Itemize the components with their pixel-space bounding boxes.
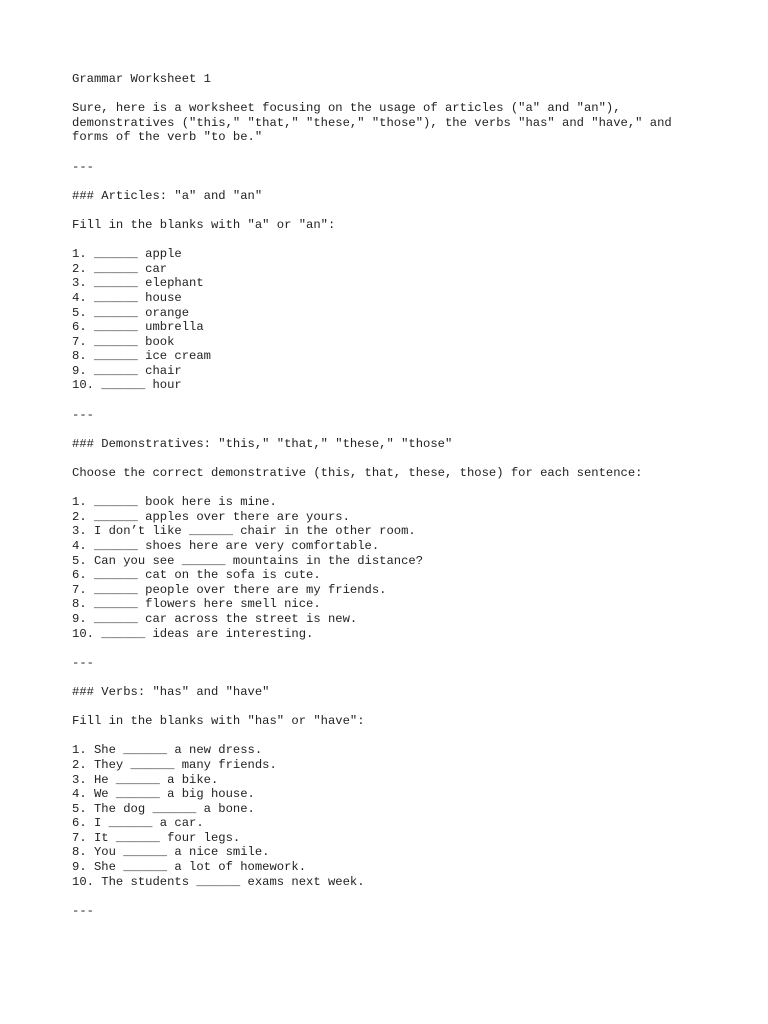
list-item: 8. ______ flowers here smell nice. [72,597,321,612]
exercise-list [72,247,712,393]
list-item: 9. ______ chair [72,363,182,378]
list-item: 3. He ______ a bike. [72,772,219,787]
list-item: 1. She ______ a new dress. [72,743,263,758]
spacer [72,670,712,685]
list-item: 3. I don’t like ______ chair in the other room. [72,524,416,539]
exercise-list [72,495,712,641]
list-item: 9. ______ car across the street is new. [72,611,358,626]
separator: --- [72,159,94,174]
list-item: 1. ______ book here is mine. [72,495,277,510]
list-item: 2. ______ car [72,261,168,276]
list-item: 1. ______ apple [72,247,182,262]
spacer [72,393,712,408]
list-item: 6. I ______ a car. [72,816,204,831]
spacer [72,481,712,496]
section-heading: ### Demonstratives: "this," "that," "these," "those" [72,436,453,451]
section-instruction: Fill in the blanks with "a" or "an": [72,217,336,232]
list-item: 5. Can you see ______ mountains in the distance? [72,553,424,568]
list-item: 4. ______ house [72,290,182,305]
spacer [72,422,712,437]
section-heading: ### Verbs: "has" and "have" [72,684,270,699]
list-item: 10. The students ______ exams next week. [72,874,365,889]
section-instruction: Fill in the blanks with "has" or "have": [72,714,365,729]
list-item: 7. ______ people over there are my friends. [72,582,387,597]
spacer [72,233,712,248]
list-item: 5. ______ orange [72,305,190,320]
section-demonstratives [72,437,712,641]
spacer [72,700,712,715]
spacer [72,174,712,189]
spacer [72,451,712,466]
spacer [72,87,712,102]
list-item: 8. ______ ice cream [72,349,211,364]
worksheet-page [72,72,712,918]
list-item: 2. They ______ many friends. [72,757,277,772]
list-item: 7. ______ book [72,334,175,349]
section-articles [72,189,712,393]
spacer [72,203,712,218]
list-item: 9. She ______ a lot of homework. [72,860,307,875]
list-item: 5. The dog ______ a bone. [72,801,255,816]
list-item: 6. ______ umbrella [72,320,204,335]
list-item: 8. You ______ a nice smile. [72,845,270,860]
separator: --- [72,655,94,670]
section-heading: ### Articles: "a" and "an" [72,188,263,203]
separator: --- [72,903,94,918]
list-item: 3. ______ elephant [72,276,204,291]
intro-paragraph: Sure, here is a worksheet focusing on the usage of articles ("a" and "an"), demonstratives ("this," "that," "these," "those"), the verbs "has" and "have," and forms of the verb "to be." [72,101,680,145]
section-verbs-has-have [72,685,712,889]
document-title: Grammar Worksheet 1 [72,72,211,86]
list-item: 4. ______ shoes here are very comfortable. [72,539,380,553]
list-item: 7. It ______ four legs. [72,830,241,845]
list-item: 4. We ______ a big house. [72,787,255,802]
separator: --- [72,407,94,422]
spacer [72,729,712,744]
spacer [72,641,712,656]
section-instruction: Choose the correct demonstrative (this, that, these, those) for each sentence: [72,466,643,481]
list-item: 10. ______ hour [72,378,182,393]
exercise-list [72,743,712,889]
spacer [72,889,712,904]
spacer [72,145,712,160]
list-item: 10. ______ ideas are interesting. [72,626,314,641]
list-item: 6. ______ cat on the sofa is cute. [72,568,321,583]
list-item: 2. ______ apples over there are yours. [72,509,350,524]
